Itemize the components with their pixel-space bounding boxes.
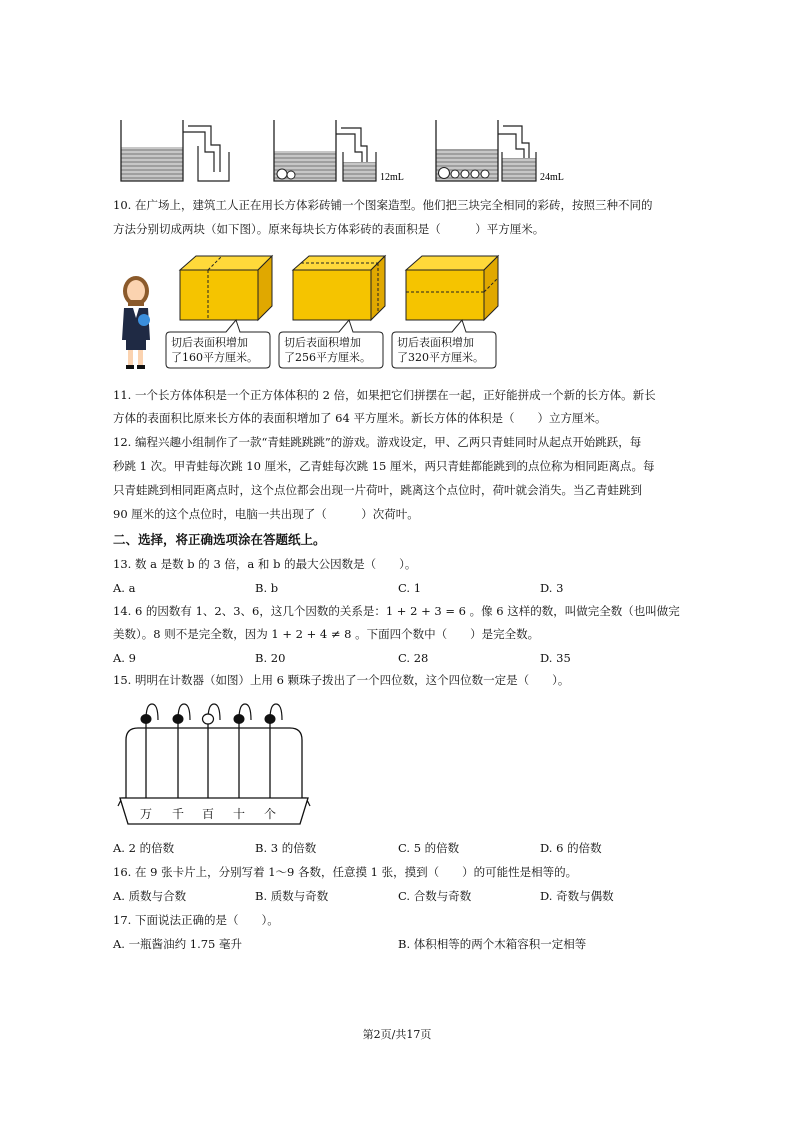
brick-2 (291, 254, 387, 324)
abacus-label-shi: 十 (232, 807, 245, 821)
q15-option-b: B. 3 的倍数 (255, 841, 317, 855)
bubble-3 (390, 318, 498, 370)
q15-option-c: C. 5 的倍数 (398, 841, 460, 855)
q11-line-2: 方体的表面积比原来长方体的表面积增加了 64 平方厘米。新长方体的体积是（ ）立方厘米。 (113, 411, 607, 425)
bubble-2-line-1: 切后表面积增加 (284, 336, 361, 349)
q17-option-b: B. 体积相等的两个木箱容积一定相等 (398, 937, 587, 951)
container-2 (274, 120, 404, 183)
q10-line-1: 10. 在广场上，建筑工人正在用长方体彩砖铺一个图案造型。他们把三块完全相同的彩砖，按照三种不同的 (113, 198, 653, 212)
q15-option-a: A. 2 的倍数 (113, 841, 175, 855)
q12-line-4: 90 厘米的这个点位时，电脑一共出现了（ ）次荷叶。 (113, 507, 419, 521)
teacher-icon (114, 274, 160, 370)
brick-1 (178, 254, 274, 324)
q14-line-1: 14. 6 的因数有 1、2、3、6，这几个因数的关系是：1 + 2 + 3 = 6 。像 6 这样的数，叫做完全数（也叫做完 (113, 604, 680, 618)
q12-line-1: 12. 编程兴趣小组制作了一款“青蛙跳跳跳”的游戏。游戏设定，甲、乙两只青蛙同时从起点开始跳跃，每 (113, 435, 642, 449)
abacus-label-wan: 万 (139, 807, 152, 821)
q11-line-1: 11. 一个长方体体积是一个正方体体积的 2 倍，如果把它们拼摆在一起，正好能拼成一个新的长方体。新长 (113, 388, 656, 402)
q14-option-a: A. 9 (113, 651, 136, 665)
q15-option-d: D. 6 的倍数 (540, 841, 602, 855)
q14-option-b: B. 20 (255, 651, 286, 665)
bubble-3-line-2: 了320平方厘米。 (397, 351, 484, 364)
abacus-label-ge: 个 (263, 807, 276, 821)
section-2-heading: 二、选择，将正确选项涂在答题纸上。 (113, 532, 326, 547)
q10-line-2: 方法分别切成两块（如下图）。原来每块长方体彩砖的表面积是（ ）平方厘米。 (113, 222, 545, 236)
q13-option-a: A. a (113, 581, 136, 595)
bubble-3-line-1: 切后表面积增加 (397, 336, 474, 349)
q16-option-c: C. 合数与奇数 (398, 889, 472, 903)
brick-3 (404, 254, 500, 324)
bubble-1-line-2: 了160平方厘米。 (171, 351, 258, 364)
q17-stem: 17. 下面说法正确的是（ ）。 (113, 913, 279, 927)
bubble-1-line-1: 切后表面积增加 (171, 336, 248, 349)
q15-stem: 15. 明明在计数器（如图）上用 6 颗珠子拨出了一个四位数，这个四位数一定是（ ）。 (113, 673, 570, 687)
q16-option-b: B. 质数与奇数 (255, 889, 329, 903)
container-figures (110, 112, 580, 187)
label-24ml: 24mL (540, 172, 564, 183)
abacus-label-qian: 千 (171, 807, 184, 821)
container-3 (436, 120, 564, 183)
q13-option-d: D. 3 (540, 581, 564, 595)
q12-line-3: 只青蛙跳到相同距离点时，这个点位都会出现一片荷叶，跳离这个点位时，荷叶就会消失。当乙青蛙跳到 (113, 483, 642, 497)
abacus-figure (116, 698, 312, 828)
q14-option-d: D. 35 (540, 651, 571, 665)
q12-line-2: 秒跳 1 次。甲青蛙每次跳 10 厘米，乙青蛙每次跳 15 厘米，两只青蛙都能跳到的点位称为相同距离点。每 (113, 459, 655, 473)
bubble-2 (277, 318, 385, 370)
container-1 (121, 120, 229, 181)
water-containers-illustration (110, 112, 580, 187)
teacher-illustration (114, 274, 160, 370)
q17-option-a: A. 一瓶酱油约 1.75 毫升 (113, 937, 243, 951)
abacus-label-bai: 百 (201, 807, 214, 821)
q14-option-c: C. 28 (398, 651, 429, 665)
bubble-1 (164, 318, 272, 370)
q16-option-a: A. 质数与合数 (113, 889, 187, 903)
bubble-2-line-2: 了256平方厘米。 (284, 351, 371, 364)
q13-option-c: C. 1 (398, 581, 422, 595)
page-number: 第2页/共17页 (362, 1028, 432, 1041)
q16-option-d: D. 奇数与偶数 (540, 889, 614, 903)
label-12ml: 12mL (380, 172, 404, 183)
q13-option-b: B. b (255, 581, 279, 595)
q14-line-2: 美数）。8 则不是完全数，因为 1 + 2 + 4 ≠ 8 。下面四个数中（ ）是完全数。 (113, 627, 540, 641)
q16-stem: 16. 在 9 张卡片上，分别写着 1～9 各数，任意摸 1 张，摸到（ ）的可能性是相等的。 (113, 865, 578, 879)
q13-stem: 13. 数 a 是数 b 的 3 倍，a 和 b 的最大公因数是（ ）。 (113, 557, 417, 571)
